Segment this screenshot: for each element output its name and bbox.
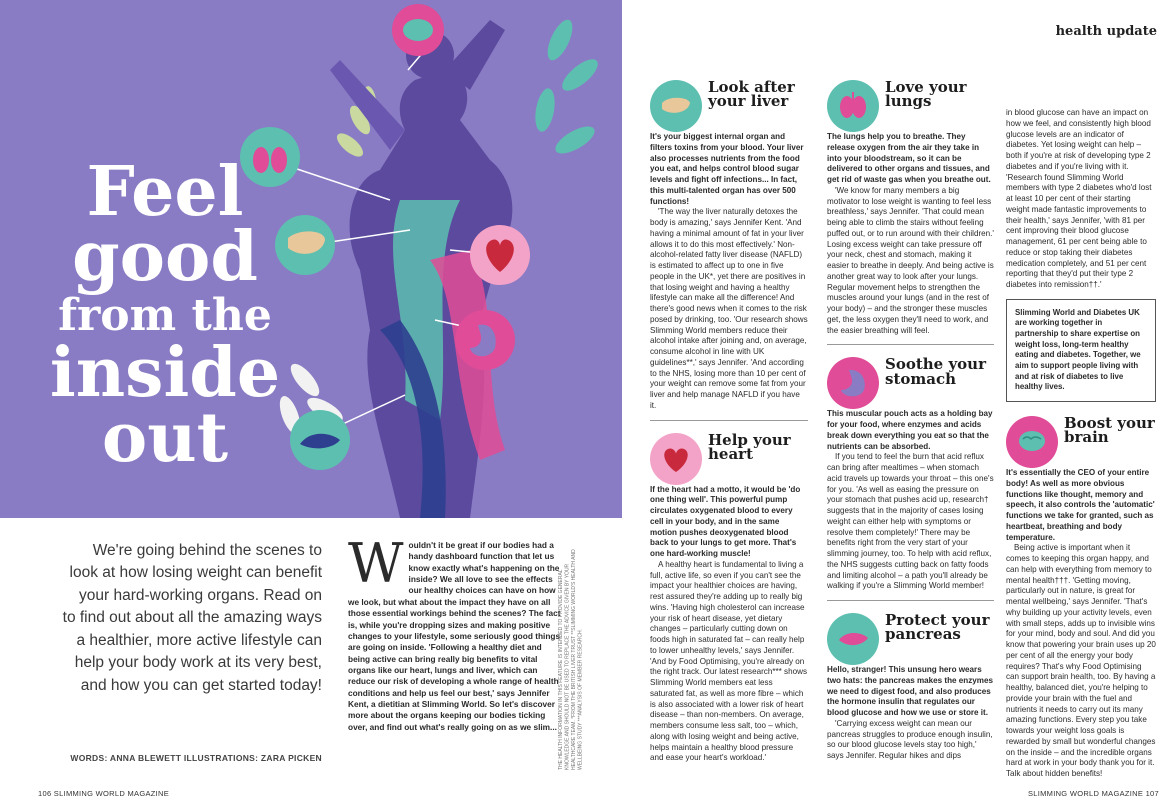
title-line: Feel [86, 152, 244, 232]
partnership-callout: Slimming World and Diabetes UK are working together in partnership to share expertise on weight loss, long-term healthy eating and diabetes. Together, we aim to support people living with and at risk of diabetes to live healthy lives. [1006, 299, 1156, 402]
title-line: from the [58, 289, 272, 341]
article-body: 'Carrying excess weight can mean our pancreas struggles to produce enough insulin, so our blood glucose levels stay too high,' says Jennifer. Regular hikes and dips [827, 718, 993, 760]
article-body: Being active is important when it comes to keeping this organ happy, and can help with everything from memory to mental health†††. 'Getting moving, particularly out in nature, is great for mental wellbeing,' says Jennifer. 'That's why building up your activity levels, even with small steps, adds up to invisible wins for your mind, body and soul. And did you know that powering your brain uses up 20 per cent of all the energy your body requires? That's why Food Optimising can support brain health, too. By having a healthy, balanced diet, you're helping to provide your brain with the fuel and nutrients it needs to carry out its many amazing functions. Every step you take towards your weight loss goals is rewarded by small but wonderful changes on the inside – and the incredible organs hard at work in your body thank you for it. Talk about hidden benefits! [1006, 543, 1156, 779]
article-body-continued: in blood glucose can have an impact on how we feel, and consistently high blood glucose levels are an indicator of diabetes. Yet losing weight can help – both if you're at risk of developing type 2 diabetes and if you're living with it. 'Research found Slimming World members with type 2 diabetes who'd lost at least 10 per cent of their starting weight made fantastic improvements to their health,' says Jennifer, 'with 81 per cent improving their blood glucose management, 61 per cent being able to reduce or stop taking their diabetes medication completely, and 51 per cent reporting that they'd put their type 2 diabetes into remission††.' [1006, 108, 1152, 289]
stomach-icon [827, 357, 879, 409]
hero-banner [0, 0, 622, 518]
divider [827, 344, 994, 345]
page-folio-right: SLIMMING WORLD MAGAZINE 107 [1027, 789, 1159, 798]
section-tag: health update [1055, 24, 1157, 39]
divider [650, 420, 808, 421]
pancreas-icon [827, 613, 879, 665]
intro-column [348, 532, 566, 733]
article-lead: It's your biggest internal organ and filters toxins from your blood. Your liver also processes nutrients from the food you eat, and helps control blood sugar levels and fight off infections... In fact, this multi-talented organ has over 500 functions! [650, 132, 804, 206]
article-title: Soothe your stomach [885, 355, 986, 388]
pancreas-icon [290, 410, 350, 470]
drop-cap: W [348, 532, 404, 595]
article-title: Boost your brain [1064, 414, 1155, 447]
lungs-icon [240, 127, 300, 187]
article-body: 'We know for many members a big motivator to lose weight is wanting to feel less breathless,' says Jennifer. 'That could mean being able to climb the stairs without feeling puffed out, or to run around with their children.' Losing excess weight can take pressure off your neck, chest and stomach, making it easier to breathe in deeply. And being active is another great way to look after your lungs. Regular movement helps to strengthen the muscles around your lungs (and in the rest of your body) – and the stronger these muscles get, the less oxygen they'll need to work, and the easier breathing will feel. [827, 185, 994, 335]
papercut-body-illustration [230, 0, 622, 518]
article-header [827, 355, 994, 409]
standfirst: We're going behind the scenes to look at how losing weight can benefit your hard-working organs. Read on to find out about all the amazing ways a healthier, more active lifestyle can help your body work at its very best, and how you can get started today! [62, 542, 322, 694]
intro-text: ouldn't it be great if our bodies had a handy dashboard function that let us know exactly what's happening on the inside? We all love to see the effects our healthy choices can have on how we look, but what about the impact they have on all those essential workings behind the scenes? The fact is, while you're dropping sizes and making positive changes to your lifestyle, some seriously good things are going on inside. 'Following a healthy diet and being active can bring really big benefits to vital organs like our heart, lungs and liver, which can reduce our risk of developing a whole range of health conditions and help us feel our best,' says Jennifer Kent, a dietitian at Slimming World. So let's discover more about the organs keeping our bodies ticking over, and find out what's really going on as we slim... [348, 540, 561, 732]
title-line: good [72, 217, 258, 298]
column-2 [827, 78, 994, 762]
article-lead: This muscular pouch acts as a holding bay for your food, where enzymes and acids break down everything you eat so that the nutrients can be absorbed. [827, 409, 993, 451]
article-pancreas [827, 611, 994, 762]
article-body: 'The way the liver naturally detoxes the body is amazing,' says Jennifer Kent. 'And having a minimal amount of fat in your liver allows it to do this most effectively.' Non-alcohol-related fatty liver disease (NAFLD) is estimated to affect up to one in five people in the UK*, yet there are positives in that losing weight and having a healthy lifestyle can make all the difference! And there's good news when it comes to the risk posed by drinking, too. 'Our research shows Slimming World members reduce their alcohol intake after joining and, on average, consume alcohol in line with UK guidelines**,' says Jennifer. 'And according to the NHS, losing more than 10 per cent of your weight can remove some fat from your liver and help manage NAFLD if you have it. [650, 207, 808, 410]
lungs-icon [827, 80, 879, 132]
article-liver [650, 78, 808, 412]
article-header [1006, 414, 1156, 468]
brain-icon [392, 4, 444, 56]
title-line: inside [49, 332, 281, 413]
liver-icon [275, 215, 335, 275]
column-3 [1006, 108, 1156, 780]
title-line: out [101, 398, 229, 479]
liver-icon [650, 80, 702, 132]
article-header [827, 78, 994, 132]
article-header [827, 611, 994, 665]
article-lead: The lungs help you to breathe. They release oxygen from the air they take in into your bloodstream, so it can be delivered to other organs and tissues, and get rid of waste gas when you breathe out. [827, 132, 991, 184]
article-title: Help your heart [708, 430, 791, 463]
column-1 [650, 78, 808, 764]
article-header [650, 431, 808, 485]
article-title: Protect your pancreas [885, 611, 990, 644]
divider [827, 600, 994, 601]
article-lead: It's essentially the CEO of your entire body! As well as more obvious functions like thought, memory and speech, it also controls the 'automatic' functions we take for granted, such as heartbeat, breathing and body temperature. [1006, 468, 1155, 542]
right-page [622, 0, 1175, 800]
brain-icon [1006, 416, 1058, 468]
heart-icon [470, 225, 530, 285]
stomach-icon [455, 310, 515, 370]
article-brain [1006, 414, 1156, 780]
article-lungs [827, 78, 994, 336]
article-stomach [827, 355, 994, 592]
article-header [650, 78, 808, 132]
leaf-decoration [532, 16, 602, 159]
article-lead: Hello, stranger! This unsung hero wears two hats: the pancreas makes the enzymes we need to digest food, and also produces the hormone insulin that regulates our blood glucose and how we use or store it. [827, 665, 993, 717]
article-title: Love your lungs [885, 78, 967, 111]
article-lead: If the heart had a motto, it would be 'do one thing well'. This powerful pump circulates oxygenated blood to every cell in your body, and in the same motion pushes deoxygenated blood back to your lungs to get more. That's one hard-working muscle! [650, 484, 801, 558]
article-heart [650, 431, 808, 765]
credits: WORDS: ANNA BLEWETT ILLUSTRATIONS: ZARA PICKEN [70, 753, 322, 763]
page-folio-left: 106 SLIMMING WORLD MAGAZINE [38, 789, 170, 798]
article-body: If you tend to feel the burn that acid reflux can bring after mealtimes – when stomach acid travels up towards your throat – this one's for you. 'As well as easing the pressure on your stomach that pushes acid up, research† suggests that in the majority of cases losing weight can either help with symptoms or resolve them completely!' There may be benefits right from the very start of your slimming journey, too. To help with acid reflux, the NHS suggests cutting back on fatty foods and limiting alcohol – a path you'll already be walking if you're a Slimming World member! [827, 452, 994, 591]
disclaimer [558, 540, 592, 770]
article-body: A healthy heart is fundamental to living a full, active life, so even if you can't see the impact your healthier choices are having, rest assured they're adding up to really big wins. 'Having high cholesterol can increase your risk of heart disease, yet dietary changes – particularly cutting down on foods high in saturated fat – can really help to lower unhealthy levels,' says Jennifer. 'And by Food Optimising, you're already on the right track. Our latest research*** shows Slimming World members eat less saturated fat, as well as more fibre – which is also associated with a lower risk of heart disease – than non-members. On average, members consume less salt, too – which, along with losing weight and being active, helps maintain a healthy blood pressure and ease your heart's workload.' [650, 559, 807, 763]
article-title: Look after your liver [708, 78, 795, 111]
heart-icon [650, 433, 702, 485]
disclaimer-text: THE HEALTH INFORMATION IN THIS FEATURE IS INTENDED TO PROVIDE GENERAL KNOWLEDGE AND SHOULD NOT BE USED TO REPLACE THE ADVICE GIVEN BY YOUR HEALTHCARE TEAM. *FROM THE BRITISH LIVER TRUST **SLIMMING WORLD'S HEALTH AND WELLBEING STUDY ***ANALYSIS OF MEMBER RESEARCH. [558, 549, 584, 770]
